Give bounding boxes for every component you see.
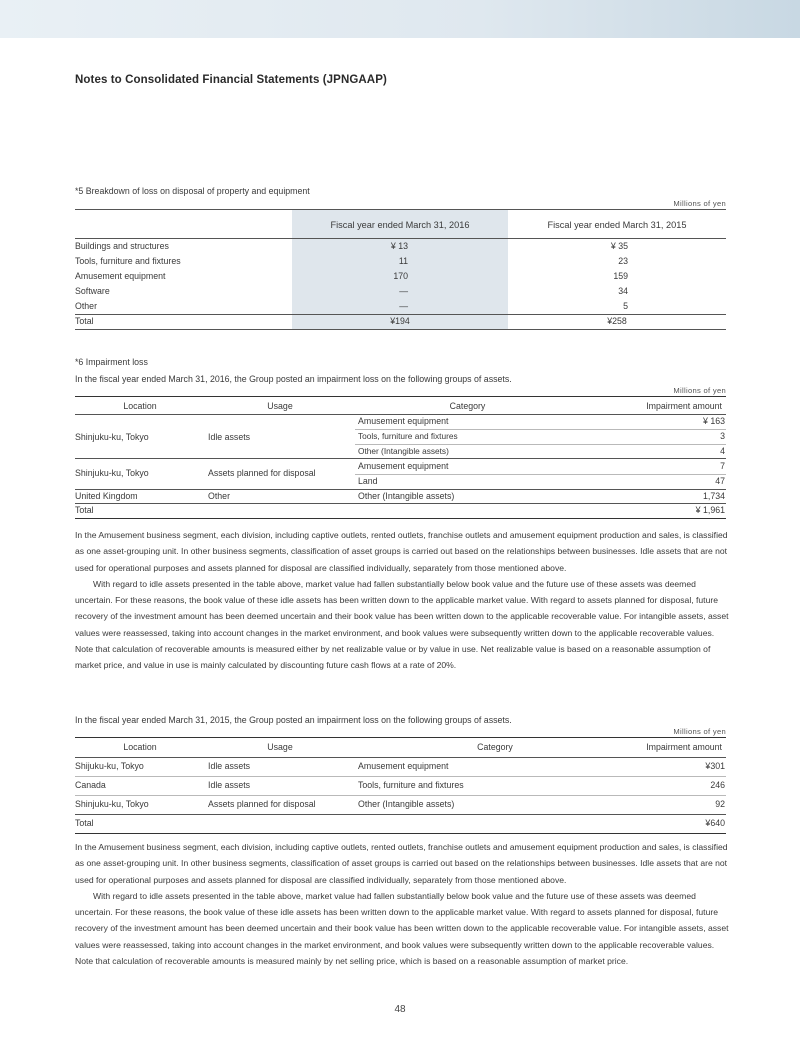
- page-number: 48: [394, 1004, 406, 1015]
- note6-header-rule: [75, 414, 726, 415]
- note6-row-divider: [355, 429, 726, 430]
- note6-category: Amusement equipment: [358, 461, 449, 471]
- note5-row-2016: 11: [398, 256, 408, 266]
- note6b-category: Amusement equipment: [358, 761, 449, 771]
- note6-heading: *6 Impairment loss: [75, 357, 148, 367]
- note5-row-label: Buildings and structures: [75, 241, 169, 251]
- note6b-total-label: Total: [75, 818, 94, 828]
- note6b-location: Shinjuku-ku, Tokyo: [75, 799, 149, 809]
- note6-total-label: Total: [75, 505, 94, 515]
- note6-amount: 1,734: [702, 491, 725, 501]
- note6-paragraph-2: With regard to idle assets presented in the table above, market value had fallen substantially below book value and the future use of these assets was deemed uncertain. For these reasons, the book value of these idle assets has been written down to the applicable market value. With regard to assets planned for disposal, future recovery of the investment amount has been deemed uncertain and their book value has been written down to the applicable recoverable value. For intangible assets, asset values were reassessed, taking into account changes in the market environment, and book values were subsequently written down to the applicable recoverable values. Note that calculation of recoverable amounts is measured either by net realizable value or by value in use. Net realizable value is based on a reasonable assumption of market price, and value in use is mainly calculated by discounting future cash flows at a rate of 20%.: [75, 578, 729, 671]
- note6-header-usage: Usage: [267, 401, 293, 411]
- note6b-usage: Idle assets: [208, 780, 251, 790]
- note6b-paragraphs: [75, 839, 730, 969]
- note6b-category: Other (Intangible assets): [358, 799, 455, 809]
- note6-usage: Idle assets: [208, 432, 251, 442]
- note6b-location: Shijuku-ku, Tokyo: [75, 761, 144, 771]
- note6-location: Shinjuku-ku, Tokyo: [75, 468, 149, 478]
- note6b-amount: 246: [710, 780, 725, 790]
- note6b-amount: ¥301: [705, 761, 725, 771]
- note6b-header-usage: Usage: [267, 742, 293, 752]
- note5-row-label: Other: [75, 301, 98, 311]
- note5-row-2015: 159: [613, 271, 628, 281]
- note5-row-2015: 34: [618, 286, 628, 296]
- note5-row-2016: ¥ 13: [390, 241, 408, 251]
- note6-location: Shinjuku-ku, Tokyo: [75, 432, 149, 442]
- note6b-header-amount: Impairment amount: [646, 742, 722, 752]
- note5-row-label: Amusement equipment: [75, 271, 166, 281]
- note6-category: Other (Intangible assets): [358, 491, 455, 501]
- note6b-paragraph-1: In the Amusement business segment, each division, including captive outlets, rented outlets, franchise outlets and amusement equipment production and sales, is classified as one asset-grouping unit. In other business segments, classification of asset groups is carried out based on the relationships between businesses. Idle assets that are not used for operational purposes and assets planned for disposal are classified individually, separately from those mentioned above.: [75, 842, 728, 885]
- note6b-amount: 92: [715, 799, 725, 809]
- note6-amount: ¥ 163: [702, 416, 725, 426]
- note6-row-divider: [355, 444, 726, 445]
- note6b-row-divider: [75, 776, 726, 777]
- note6b-header-rule: [75, 757, 726, 758]
- note6b-location: Canada: [75, 780, 106, 790]
- note6b-usage: Assets planned for disposal: [208, 799, 316, 809]
- note6-category: Amusement equipment: [358, 416, 449, 426]
- note6-category: Other (Intangible assets): [358, 446, 449, 456]
- note6-group-rule: [75, 489, 726, 490]
- note5-heading: *5 Breakdown of loss on disposal of property and equipment: [75, 186, 310, 196]
- note6-total-amount: ¥ 1,961: [695, 505, 725, 515]
- note6b-header-category: Category: [477, 742, 513, 752]
- note5-col-2016: Fiscal year ended March 31, 2016: [330, 220, 470, 230]
- note6-amount: 4: [720, 446, 725, 456]
- note6-paragraphs: [75, 527, 730, 674]
- note6-paragraph-1: In the Amusement business segment, each division, including captive outlets, rented outlets, franchise outlets and amusement equipment production and sales, is classified as one asset-grouping unit. In other business segments, classification of asset groups is carried out based on the relationships between businesses. Idle assets that are not used for operational purposes and assets planned for disposal are classified individually, separately from those mentioned above.: [75, 530, 728, 573]
- note6-unit: Millions of yen: [673, 386, 726, 395]
- note5-bottom-rule: [75, 329, 726, 330]
- note6-top-rule: [75, 396, 726, 397]
- note5-total-2016: ¥194: [390, 316, 410, 326]
- note6-header-location: Location: [123, 401, 157, 411]
- note6b-usage: Idle assets: [208, 761, 251, 771]
- note6b-category: Tools, furniture and fixtures: [358, 780, 464, 790]
- note5-row-label: Software: [75, 286, 110, 296]
- note6-header-amount: Impairment amount: [646, 401, 722, 411]
- note6b-total-rule: [75, 814, 726, 815]
- note6b-header-location: Location: [123, 742, 157, 752]
- note5-row-label: Tools, furniture and fixtures: [75, 256, 181, 266]
- note6-header-category: Category: [449, 401, 486, 411]
- page-title: Notes to Consolidated Financial Statements (JPNGAAP): [75, 74, 387, 86]
- note5-col-2015: Fiscal year ended March 31, 2015: [547, 220, 687, 230]
- note5-total-rule: [75, 314, 726, 315]
- note6-group-rule: [75, 458, 726, 459]
- note5-total-2015: ¥258: [607, 316, 627, 326]
- note6b-paragraph-2: With regard to idle assets presented in the table above, market value had fallen substantially below book value and the future use of these assets was deemed uncertain. For these reasons, the book value of these idle assets has been written down to the applicable market value. With regard to assets planned for disposal, future recovery of the investment amount has been deemed uncertain and their book value has been written down to the applicable recoverable value. For intangible assets, asset values were reassessed, taking into account changes in the market environment, and book values were subsequently written down to the applicable recoverable values. Note that calculation of recoverable amounts is measured mainly by net selling price, which is based on a reasonable assumption of market price.: [75, 890, 729, 967]
- note6-amount: 7: [720, 461, 725, 471]
- note6-amount: 47: [715, 476, 725, 486]
- note6-category: Tools, furniture and fixtures: [358, 431, 458, 441]
- note6b-top-rule: [75, 737, 726, 738]
- note6b-intro: In the fiscal year ended March 31, 2015, the Group posted an impairment loss on the following groups of assets.: [75, 715, 512, 725]
- note6b-unit: Millions of yen: [673, 727, 726, 736]
- note6-category: Land: [358, 476, 378, 486]
- note5-top-rule: [75, 209, 726, 210]
- note5-row-2016: —: [399, 301, 408, 311]
- note5-header-rule: [75, 238, 726, 239]
- note6-amount: 3: [720, 431, 725, 441]
- note6-total-rule: [75, 503, 726, 504]
- note6-location: United Kingdom: [75, 491, 138, 501]
- header-band: [0, 0, 800, 38]
- note5-row-2016: 170: [393, 271, 408, 281]
- note6-intro: In the fiscal year ended March 31, 2016, the Group posted an impairment loss on the following groups of assets.: [75, 374, 512, 384]
- note5-row-2016: —: [399, 286, 408, 296]
- note5-total-label: Total: [75, 316, 94, 326]
- note6-usage: Other: [208, 491, 231, 501]
- note5-unit: Millions of yen: [673, 199, 726, 208]
- note6b-row-divider: [75, 795, 726, 796]
- note6-usage: Assets planned for disposal: [208, 468, 316, 478]
- note5-row-2015: 23: [618, 256, 628, 266]
- note6-bottom-rule: [75, 518, 726, 519]
- note5-row-2015: ¥ 35: [610, 241, 628, 251]
- note6b-total-amount: ¥640: [705, 818, 725, 828]
- note6-row-divider: [355, 474, 726, 475]
- note6b-bottom-rule: [75, 833, 726, 834]
- note5-row-2015: 5: [623, 301, 628, 311]
